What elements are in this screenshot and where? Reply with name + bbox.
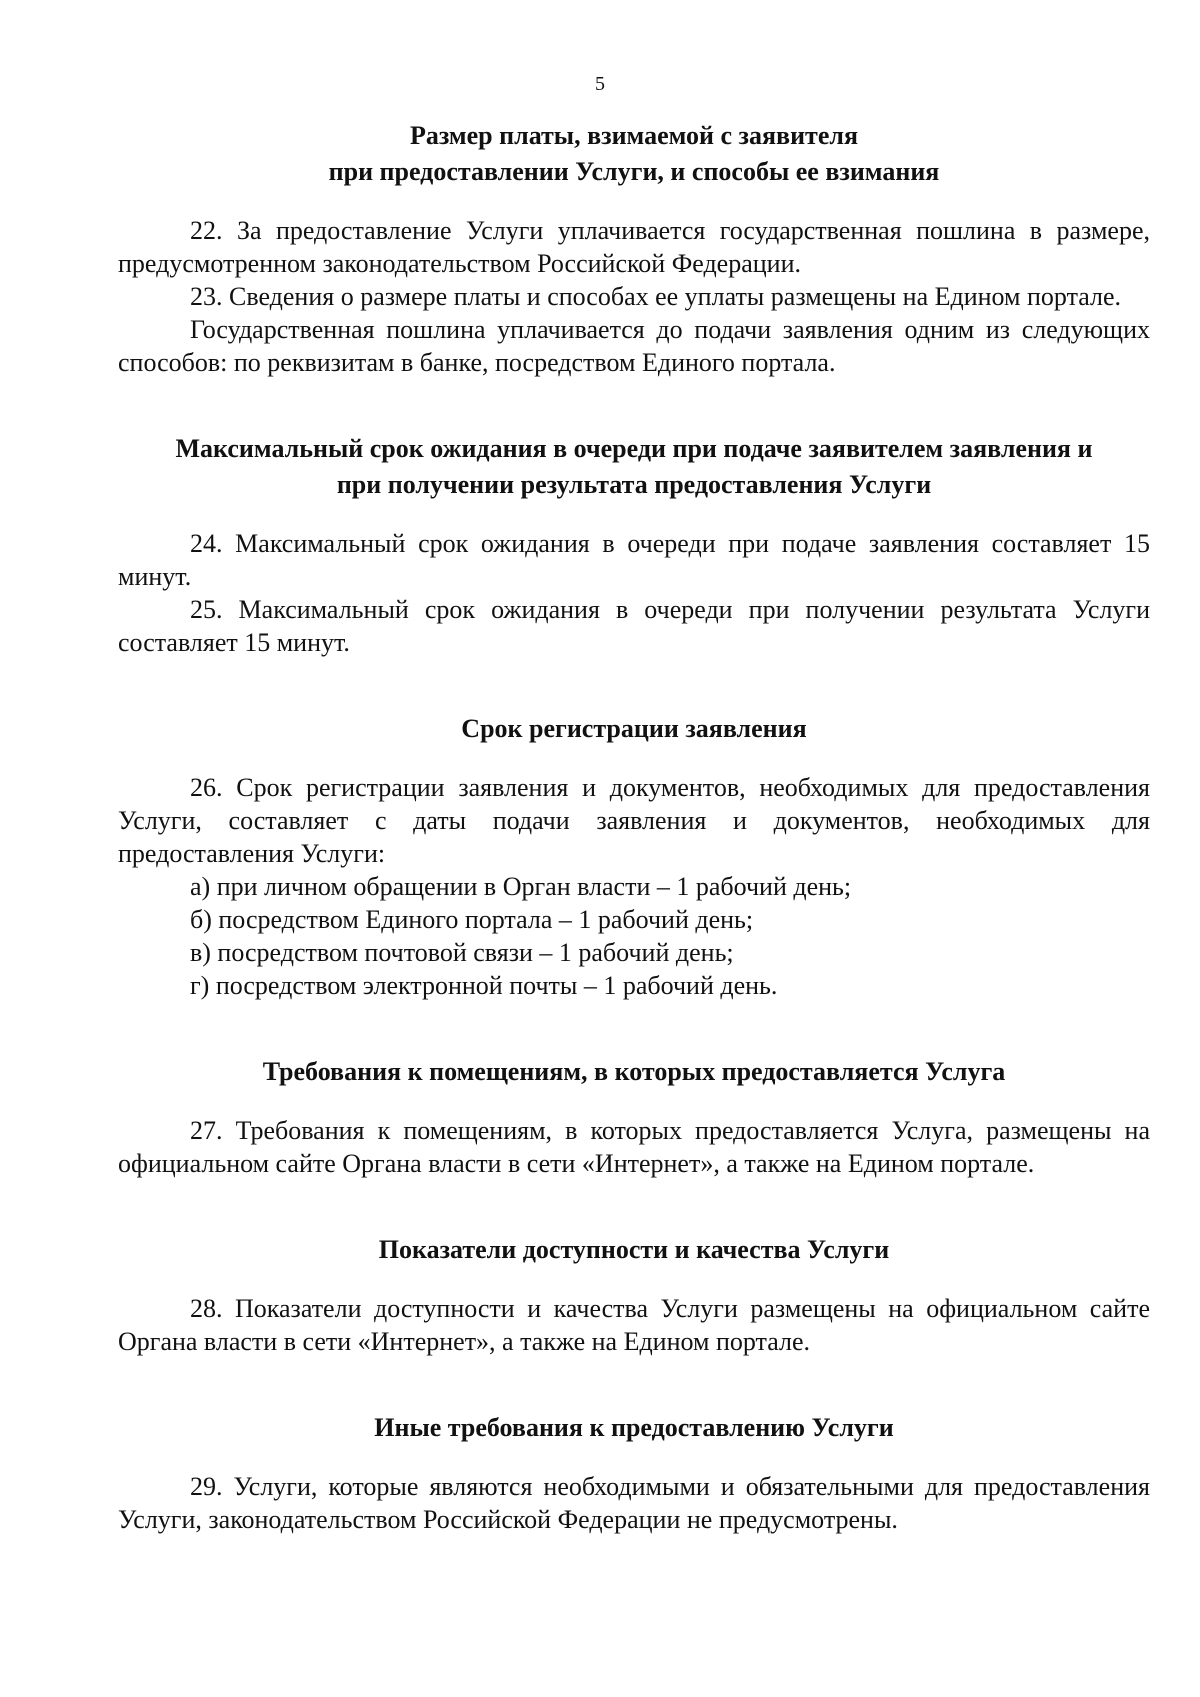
heading-line: Показатели доступности и качества Услуги <box>378 1235 890 1264</box>
section-heading <box>118 1054 1150 1090</box>
paragraph: 22. За предоставление Услуги уплачивается государственная пошлина в размере, предусмотренном законодательством Российской Федерации. <box>118 216 1150 278</box>
section-registration-term <box>118 711 1150 1002</box>
section-other-requirements <box>118 1410 1150 1536</box>
heading-line: Максимальный срок ожидания в очереди при подаче заявителем заявления и <box>175 434 1093 463</box>
heading-line: Размер платы, взимаемой с заявителя <box>409 121 859 150</box>
paragraph: 29. Услуги, которые являются необходимыми и обязательными для предоставления Услуги, законодательством Российской Федерации не предусмотрены. <box>118 1472 1150 1534</box>
section-queue-time <box>118 431 1150 659</box>
heading-line: Срок регистрации заявления <box>461 714 807 743</box>
heading-line: при получении результата предоставления Услуги <box>336 470 932 499</box>
list-item: в) посредством почтовой связи – 1 рабочий день; <box>190 938 734 967</box>
section-heading <box>118 1410 1150 1446</box>
list-item: а) при личном обращении в Орган власти – 1 рабочий день; <box>190 872 852 901</box>
section-heading <box>118 711 1150 747</box>
section-heading <box>118 118 1150 190</box>
heading-line: при предоставлении Услуги, и способы ее взимания <box>328 157 940 186</box>
section-heading <box>118 431 1150 503</box>
section-premises-requirements <box>118 1054 1150 1180</box>
paragraph: 24. Максимальный срок ожидания в очереди при подаче заявления составляет 15 минут. <box>118 529 1150 591</box>
list-item: б) посредством Единого портала – 1 рабочий день; <box>190 905 754 934</box>
page-content <box>118 118 1150 1536</box>
section-heading <box>118 1232 1150 1268</box>
paragraph: 25. Максимальный срок ожидания в очереди при получении результата Услуги составляет 15 минут. <box>118 595 1150 657</box>
paragraph: Государственная пошлина уплачивается до подачи заявления одним из следующих способов: по реквизитам в банке, посредством Единого портала. <box>118 315 1150 377</box>
paragraph: 27. Требования к помещениям, в которых предоставляется Услуга, размещены на официальном сайте Органа власти в сети «Интернет», а также на Едином портале. <box>118 1116 1150 1178</box>
paragraph: 28. Показатели доступности и качества Услуги размещены на официальном сайте Органа власти в сети «Интернет», а также на Едином портале. <box>118 1294 1150 1356</box>
section-fee <box>118 118 1150 379</box>
heading-line: Требования к помещениям, в которых предоставляется Услуга <box>262 1057 1006 1086</box>
list-item: г) посредством электронной почты – 1 рабочий день. <box>190 971 778 1000</box>
heading-line: Иные требования к предоставлению Услуги <box>374 1413 894 1442</box>
paragraph: 26. Срок регистрации заявления и документов, необходимых для предоставления Услуги, составляет с даты подачи заявления и документов, необходимых для предоставления Услуги: <box>118 773 1150 868</box>
paragraph: 23. Сведения о размере платы и способах ее уплаты размещены на Едином портале. <box>190 282 1122 311</box>
section-quality-indicators <box>118 1232 1150 1358</box>
page-number: 5 <box>595 73 605 95</box>
